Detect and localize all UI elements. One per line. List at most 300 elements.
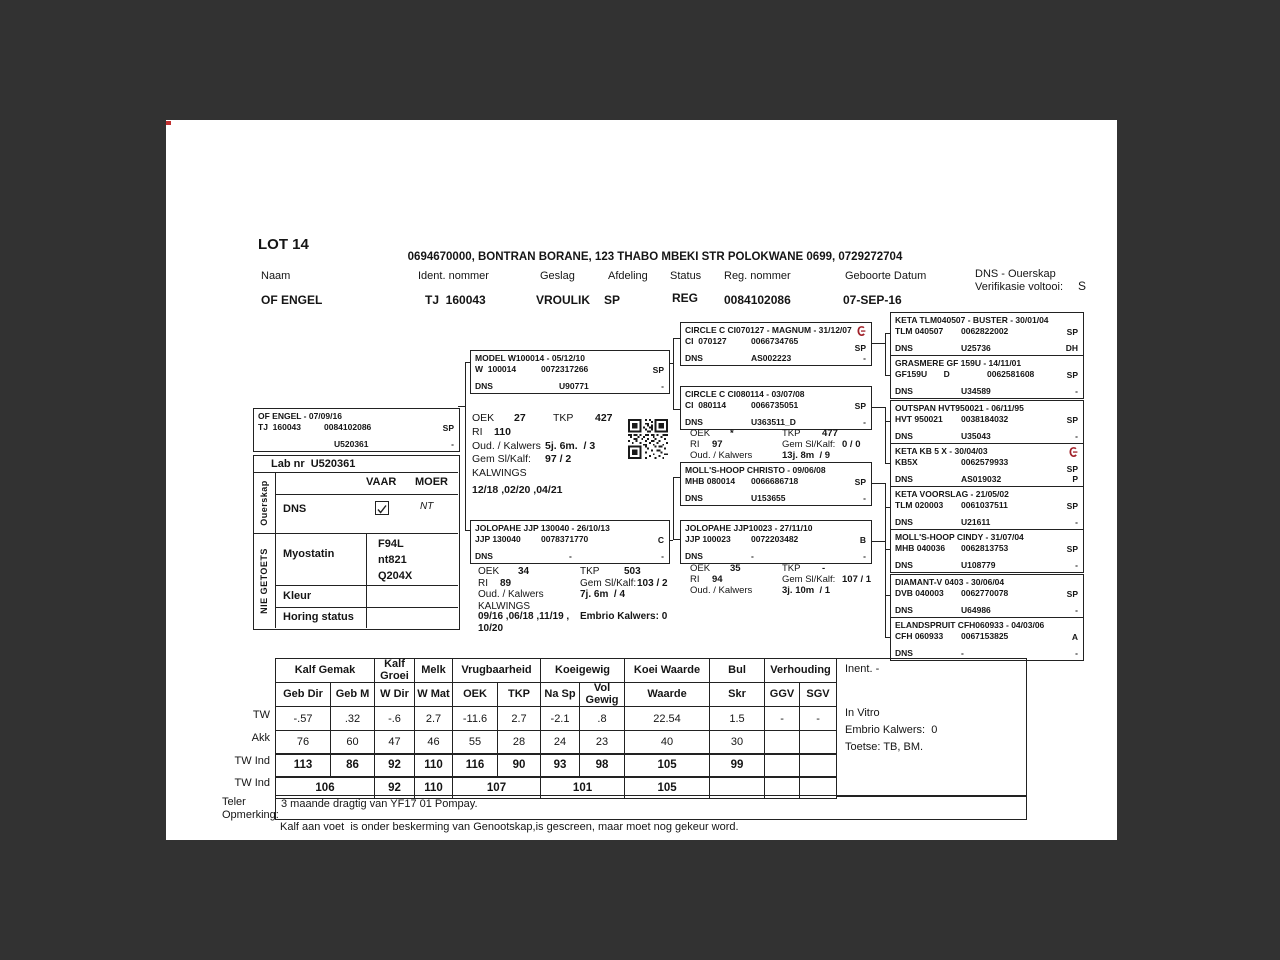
tw-cell: .8 (580, 707, 625, 731)
tw-ind-cell: 116 (453, 754, 498, 777)
group-kalf-gemak: Kalf Gemak (276, 659, 375, 683)
ggp-id1: TLM 040507 (895, 326, 944, 336)
pedigree-box-ggp-1 (890, 312, 1084, 356)
opmerking-label: Opmerking: (222, 809, 279, 821)
group-koei-waarde: Koei Waarde (625, 659, 710, 683)
tw-ind-merged-cell: 105 (625, 777, 710, 799)
gp-section-flag: B (859, 535, 866, 545)
col-tkp: TKP (498, 683, 541, 707)
kalwings-label: KALWINGS (478, 601, 531, 612)
sire-id2: 0072317266 (541, 364, 589, 374)
akk-cell: 30 (710, 731, 765, 754)
pedigree-connector (885, 407, 886, 464)
ggp-name: GRASMERE GF 159U - 14/11/01 (895, 358, 1022, 368)
checkbox-checked-icon (375, 501, 389, 515)
group-melk: Melk (415, 659, 453, 683)
oud-kalwers-label: Oud. / Kalwers (690, 585, 753, 596)
group-koeigewig: Koeigewig (541, 659, 625, 683)
tw-ind-cell: 105 (625, 754, 710, 777)
oek-label: OEK (472, 412, 495, 424)
inent-text: Inent. - (845, 663, 880, 675)
moer-header: MOER (415, 476, 448, 488)
dam-section-flag: C (657, 535, 664, 545)
tw-cell: 2.7 (498, 707, 541, 731)
pedigree-box-dam (470, 520, 670, 564)
sire-name: MODEL W100014 - 05/12/10 (475, 353, 585, 363)
pedigree-box-animal (253, 408, 460, 452)
akk-cell: 40 (625, 731, 710, 754)
moer-nt-value: NT (420, 501, 434, 512)
pedigree-connector (465, 362, 466, 531)
label-ident-nommer: Ident. nommer (418, 270, 489, 282)
akk-cell (765, 731, 800, 754)
dns-label: DNS (895, 386, 913, 396)
ggp-dns-value: U34589 (961, 386, 991, 396)
ggp-id1: DVB 040003 (895, 588, 944, 598)
gp-id2: 0072203482 (751, 534, 799, 544)
ggp-corner-flag: - (1075, 605, 1078, 615)
ggp-corner-flag: P (1072, 474, 1078, 484)
kleur-label: Kleur (283, 590, 312, 602)
pedigree-box-ggp-4 (890, 443, 1084, 487)
akk-cell: 60 (331, 731, 375, 754)
dam-oud-value: 7j. 6m / 4 (580, 589, 626, 600)
ggp-section-flag: A (1071, 632, 1078, 642)
ri-label: RI (690, 574, 700, 585)
vaar-header: VAAR (366, 476, 397, 488)
lab-group-ouerskap (253, 472, 275, 533)
info-panel (836, 658, 1027, 797)
group-kalf-groei: Kalf Groei (375, 659, 415, 683)
akk-cell: 47 (375, 731, 415, 754)
gp2-oud-value: 13j. 8m / 9 (782, 450, 831, 461)
dam-oek-value: 34 (518, 566, 530, 577)
pedigree-box-gp-3 (680, 462, 872, 506)
gem-sl-kalf-label: Gem Sl/Kalf: (782, 574, 836, 585)
society-logo-icon (856, 325, 867, 338)
animal-lab-value: U520361 (334, 439, 369, 449)
myostatin-label: Myostatin (283, 548, 335, 560)
ri-label: RI (472, 426, 483, 438)
label-geslag: Geslag (540, 270, 575, 282)
gp2-tkp-value: 477 (822, 428, 838, 439)
value-afdeling: SP (604, 293, 621, 307)
akk-cell: 28 (498, 731, 541, 754)
dam-name: JOLOPAHE JJP 130040 - 26/10/13 (475, 523, 610, 533)
sire-dns-value: U90771 (559, 381, 589, 391)
dam-id2: 0078371770 (541, 534, 589, 544)
tw-ind-cell: 99 (710, 754, 765, 777)
gp-corner-flag: - (863, 417, 866, 427)
tw-cell: - (800, 707, 837, 731)
pedigree-box-gp-2 (680, 386, 872, 430)
teler-opmerking-box (275, 795, 1027, 820)
label-afdeling: Afdeling (608, 270, 648, 282)
dam-kalwings-dates-2: 10/20 (478, 623, 504, 634)
horing-status-label: Horing status (283, 611, 354, 623)
pedigree-box-ggp-7 (890, 574, 1084, 618)
ggp-id2: 0062813753 (961, 543, 1009, 553)
akk-cell: 46 (415, 731, 453, 754)
gp4-gem-value: 107 / 1 (842, 574, 872, 585)
gp-id2: 0066734765 (751, 336, 799, 346)
oek-label: OEK (478, 566, 500, 577)
dns-label: DNS (895, 605, 913, 615)
breeder-line: 0694670000, BONTRAN BORANE, 123 THABO MBEKI STR POLOKWANE 0699, 0729272704 (407, 251, 903, 263)
animal-name: OF ENGEL - 07/09/16 (258, 411, 342, 421)
lab-divider (253, 472, 458, 473)
ggp-corner-flag: - (1075, 517, 1078, 527)
dam-id1: JJP 130040 (475, 534, 521, 544)
tw-cell: - (765, 707, 800, 731)
embrio-kalwers-text: Embrio Kalwers: 0 (845, 724, 938, 736)
tw-cell: 2.7 (415, 707, 453, 731)
gem-sl-kalf-label: Gem Sl/Kalf: (782, 439, 836, 450)
col-ggv: GGV (765, 683, 800, 707)
dns-label: DNS (685, 493, 703, 503)
lab-divider (366, 533, 367, 628)
ggp-id2: 0061037511 (961, 500, 1008, 510)
gp-id1: CI 080114 (685, 400, 727, 410)
ggp-id2: 0062822002 (961, 326, 1009, 336)
tw-ind-merged-cell: 107 (453, 777, 541, 799)
nie-getoets-label: NIE GETOETS (259, 547, 270, 614)
dns-label: DNS (895, 343, 913, 353)
gp2-ri-value: 97 (712, 439, 723, 450)
ggp-name: KETA VOORSLAG - 21/05/02 (895, 489, 1009, 499)
gp-dns-value: U363511_D (751, 417, 796, 427)
pedigree-box-ggp-6 (890, 529, 1084, 573)
col-sgv: SGV (800, 683, 837, 707)
sire-gem-value: 97 / 2 (545, 453, 572, 465)
dam-embrio-kalwers: Embrio Kalwers: 0 (580, 611, 668, 622)
tw-cell: .32 (331, 707, 375, 731)
pedigree-connector (870, 483, 885, 484)
tw-ind-cell: 113 (276, 754, 331, 777)
tw-cell: -11.6 (453, 707, 498, 731)
animal-corner-flag: - (451, 439, 454, 449)
ggp-id2: 0062770078 (961, 588, 1009, 598)
lab-divider (275, 472, 276, 628)
value-reg-nommer: 0084102086 (724, 293, 791, 307)
col-waarde: Waarde (625, 683, 710, 707)
gp-name: MOLL'S-HOOP CHRISTO - 09/06/08 (685, 465, 826, 475)
ggp-corner-flag: - (1075, 386, 1078, 396)
col-geb-m: Geb M (331, 683, 375, 707)
dam-gem-value: 103 / 2 (637, 578, 668, 589)
tw-ind-merged-cell: 101 (541, 777, 625, 799)
row-label-tw-ind-1: TW Ind (234, 755, 270, 767)
ggp-corner-flag: - (1075, 431, 1078, 441)
akk-cell: 55 (453, 731, 498, 754)
sire-id1: W 100014 (475, 364, 517, 374)
ggp-name: DIAMANT-V 0403 - 30/06/04 (895, 577, 1005, 587)
lab-divider (275, 494, 458, 495)
pedigree-connector (870, 343, 885, 344)
gp2-oek-value: * (730, 428, 734, 439)
tw-cell: -2.1 (541, 707, 580, 731)
tw-ind-cell: 86 (331, 754, 375, 777)
tw-ind-cell (765, 754, 800, 777)
col-na-sp: Na Sp (541, 683, 580, 707)
animal-id1: TJ 160043 (258, 422, 302, 432)
oud-kalwers-label: Oud. / Kalwers (478, 589, 544, 600)
oek-label: OEK (690, 428, 711, 439)
dam-tkp-value: 503 (624, 566, 641, 577)
gp-dns-value: U153655 (751, 493, 786, 503)
ggp-name: OUTSPAN HVT950021 - 06/11/95 (895, 403, 1024, 413)
sire-oek-value: 27 (514, 412, 526, 424)
col-geb-dir: Geb Dir (276, 683, 331, 707)
value-naam: OF ENGEL (261, 293, 323, 307)
akk-cell (800, 731, 837, 754)
tw-ind-row-1 (276, 754, 837, 777)
tw-ind-cell: 98 (580, 754, 625, 777)
group-header-row (276, 659, 837, 683)
gp4-oud-value: 3j. 10m / 1 (782, 585, 831, 596)
group-vrugbaarheid: Vrugbaarheid (453, 659, 541, 683)
ebv-table (275, 658, 837, 799)
tw-cell: 22.54 (625, 707, 710, 731)
sire-kalwings-dates: 12/18 ,02/20 ,04/21 (472, 484, 563, 496)
dns-label: DNS (895, 648, 913, 658)
pedigree-connector (673, 477, 674, 540)
animal-section-flag: SP (442, 423, 454, 433)
tw-ind-cell: 90 (498, 754, 541, 777)
gem-sl-kalf-label: Gem Sl/Kalf: (580, 578, 637, 589)
col-vol-gewig: Vol Gewig (580, 683, 625, 707)
pedigree-connector (673, 338, 674, 410)
ggp-corner-flag: - (1075, 560, 1078, 570)
ggp-id2: 0062581608 (987, 369, 1035, 379)
pedigree-box-sire (470, 350, 670, 394)
ggp-dns-value: U25736 (961, 343, 991, 353)
group-bul: Bul (710, 659, 765, 683)
ggp-id1: CFH 060933 (895, 631, 944, 641)
dns-label: DNS (895, 517, 913, 527)
pedigree-connector (673, 477, 680, 478)
ggp-corner-flag: - (1075, 648, 1078, 658)
tw-ind-cell: 93 (541, 754, 580, 777)
label-geboorte-datum: Geboorte Datum (845, 270, 927, 282)
dam-corner-flag: - (661, 551, 664, 561)
group-verhouding: Verhouding (765, 659, 837, 683)
gp-section-flag: SP (854, 401, 866, 411)
gp-name: CIRCLE C CI080114 - 03/07/08 (685, 389, 805, 399)
tw-ind-merged-cell: 106 (276, 777, 375, 799)
pedigree-connector (673, 338, 680, 339)
oud-kalwers-label: Oud. / Kalwers (472, 440, 541, 452)
gp4-tkp-value: - (822, 563, 826, 574)
dam-kalwings-dates-1: 09/16 ,06/18 ,11/19 , (478, 611, 570, 622)
ggp-name: KETA TLM040507 - BUSTER - 30/01/04 (895, 315, 1049, 325)
dns-row-label: DNS (283, 503, 307, 515)
pedigree-connector (870, 407, 885, 408)
dns-label: DNS (685, 353, 703, 363)
tkp-label: TKP (782, 563, 801, 574)
gp-id1: MHB 080014 (685, 476, 736, 486)
lab-divider (253, 533, 458, 534)
ggp-name: ELANDSPRUIT CFH060933 - 04/03/06 (895, 620, 1045, 630)
tw-ind-cell: 92 (375, 754, 415, 777)
ggp-id1: GF159U D (895, 369, 950, 379)
footnote-text: Kalf aan voet is onder beskerming van Genootskap,is gescreen, maar moet nog gekeur word. (280, 821, 739, 833)
dns-label: DNS (895, 474, 913, 484)
teler-opmerking-text: 3 maande dragtig van YF17 01 Pompay. (281, 798, 478, 810)
ggp-dns-value: U21611 (961, 517, 991, 527)
toetse-text: Toetse: TB, BM. (845, 741, 924, 753)
tw-cell: -.57 (276, 707, 331, 731)
dns-label: DNS (895, 560, 913, 570)
ggp-dns-value: U35043 (961, 431, 991, 441)
col-w-mat: W Mat (415, 683, 453, 707)
label-naam: Naam (261, 270, 291, 282)
animal-id2: 0084102086 (324, 422, 372, 432)
label-verifikasie: Verifikasie voltooi: (975, 281, 1064, 293)
tw-ind-merged-cell: 92 (375, 777, 415, 799)
tw-ind-cell (800, 754, 837, 777)
gp4-ri-value: 94 (712, 574, 723, 585)
ggp-dns-value: AS019032 (961, 474, 1002, 484)
oek-label: OEK (690, 563, 711, 574)
gp-id1: CI 070127 (685, 336, 727, 346)
pedigree-box-gp-4 (680, 520, 872, 564)
oud-kalwers-label: Oud. / Kalwers (690, 450, 753, 461)
column-header-row (276, 683, 837, 707)
tw-row (276, 707, 837, 731)
society-logo-icon (1068, 446, 1079, 459)
ggp-section-flag: SP (1066, 589, 1078, 599)
ggp-id2: 0038184032 (961, 414, 1009, 424)
red-corner-mark (166, 121, 171, 125)
gp-name: JOLOPAHE JJP10023 - 27/11/10 (685, 523, 813, 533)
qr-code-icon (628, 419, 668, 459)
ggp-dns-value: U108779 (961, 560, 996, 570)
ggp-id1: TLM 020003 (895, 500, 944, 510)
ggp-corner-flag: DH (1065, 343, 1078, 353)
in-vitro-text: In Vitro (845, 707, 880, 719)
value-ident-nommer: TJ 160043 (425, 293, 486, 307)
ouerskap-label: Ouerskap (259, 479, 269, 526)
gp4-oek-value: 35 (730, 563, 741, 574)
ggp-id1: KB5X (895, 457, 918, 467)
tw-ind-merged-cell: 110 (415, 777, 453, 799)
sire-corner-flag: - (661, 381, 664, 391)
ggp-id2: 0067153825 (961, 631, 1009, 641)
ggp-name: KETA KB 5 X - 30/04/03 (895, 446, 988, 456)
teler-label: Teler (222, 796, 246, 808)
gp-id2: 0066686718 (751, 476, 799, 486)
gp-name: CIRCLE C CI070127 - MAGNUM - 31/12/07 (685, 325, 852, 335)
sire-ri-value: 110 (494, 426, 511, 438)
gem-sl-kalf-label: Gem Sl/Kalf: (472, 453, 531, 465)
myostatin-value-2: nt821 (378, 554, 407, 566)
ggp-dns-value: - (961, 648, 964, 658)
ggp-section-flag: SP (1066, 501, 1078, 511)
kalwings-label: KALWINGS (472, 467, 527, 479)
lab-nr-title: Lab nr U520361 (271, 458, 356, 470)
pedigree-box-ggp-2 (890, 355, 1084, 399)
ggp-id1: MHB 040036 (895, 543, 946, 553)
gp-corner-flag: - (863, 353, 866, 363)
gp-id2: 0066735051 (751, 400, 799, 410)
pedigree-connector (885, 333, 886, 376)
pedigree-connector (458, 406, 465, 407)
akk-cell: 76 (276, 731, 331, 754)
col-skr: Skr (710, 683, 765, 707)
value-status: REG (672, 291, 699, 305)
label-reg-nommer: Reg. nommer (724, 270, 791, 282)
pedigree-connector (673, 409, 680, 410)
tkp-label: TKP (580, 566, 600, 577)
pedigree-connector (870, 541, 885, 542)
pedigree-connector (885, 483, 886, 550)
dns-label: DNS (685, 551, 703, 561)
ggp-section-flag: SP (1066, 327, 1078, 337)
ggp-dns-value: U64986 (961, 605, 991, 615)
gp-section-flag: SP (854, 343, 866, 353)
myostatin-value-3: Q204X (378, 570, 413, 582)
value-geboorte-datum: 07-SEP-16 (843, 293, 902, 307)
ggp-name: MOLL'S-HOOP CINDY - 31/07/04 (895, 532, 1024, 542)
dam-dns-value: - (569, 551, 572, 561)
akk-cell: 23 (580, 731, 625, 754)
verifikasie-value: S (1078, 279, 1087, 293)
gp-corner-flag: - (863, 493, 866, 503)
row-label-tw-ind-2: TW Ind (234, 777, 270, 789)
row-label-tw: TW (252, 709, 270, 721)
myostatin-value-1: F94L (378, 538, 404, 550)
sire-section-flag: SP (652, 365, 664, 375)
document-page (166, 120, 1117, 840)
dns-label: DNS (685, 417, 703, 427)
row-label-akk: Akk (251, 732, 270, 744)
col-w-dir: W Dir (375, 683, 415, 707)
pedigree-box-ggp-5 (890, 486, 1084, 530)
ggp-section-flag: SP (1066, 544, 1078, 554)
tw-cell: -.6 (375, 707, 415, 731)
pedigree-box-ggp-8 (890, 617, 1084, 661)
dns-label: DNS (475, 381, 493, 391)
gp2-gem-value: 0 / 0 (842, 439, 861, 450)
pedigree-connector (673, 539, 680, 540)
ggp-section-flag: SP (1066, 415, 1078, 425)
dns-label: DNS (895, 431, 913, 441)
gp-id1: JJP 100023 (685, 534, 731, 544)
akk-row (276, 731, 837, 754)
sire-oud-value: 5j. 6m. / 3 (545, 440, 596, 452)
gp-corner-flag: - (863, 551, 866, 561)
ggp-id2: 0062579933 (961, 457, 1009, 467)
label-dns-ouerskap: DNS - Ouerskap (975, 268, 1056, 280)
pedigree-box-ggp-3 (890, 400, 1084, 444)
tkp-label: TKP (553, 412, 574, 424)
col-oek: OEK (453, 683, 498, 707)
akk-cell: 24 (541, 731, 580, 754)
lot-number: LOT 14 (258, 236, 309, 253)
tw-ind-cell: 110 (415, 754, 453, 777)
ggp-section-flag: SP (1066, 370, 1078, 380)
gp-section-flag: SP (854, 477, 866, 487)
gp-dns-value: - (751, 551, 754, 561)
tkp-label: TKP (782, 428, 801, 439)
dns-label: DNS (475, 551, 493, 561)
pedigree-connector (885, 541, 886, 638)
tw-cell: 1.5 (710, 707, 765, 731)
value-geslag: VROULIK (536, 293, 590, 307)
label-status: Status (670, 270, 702, 282)
ri-label: RI (478, 578, 488, 589)
